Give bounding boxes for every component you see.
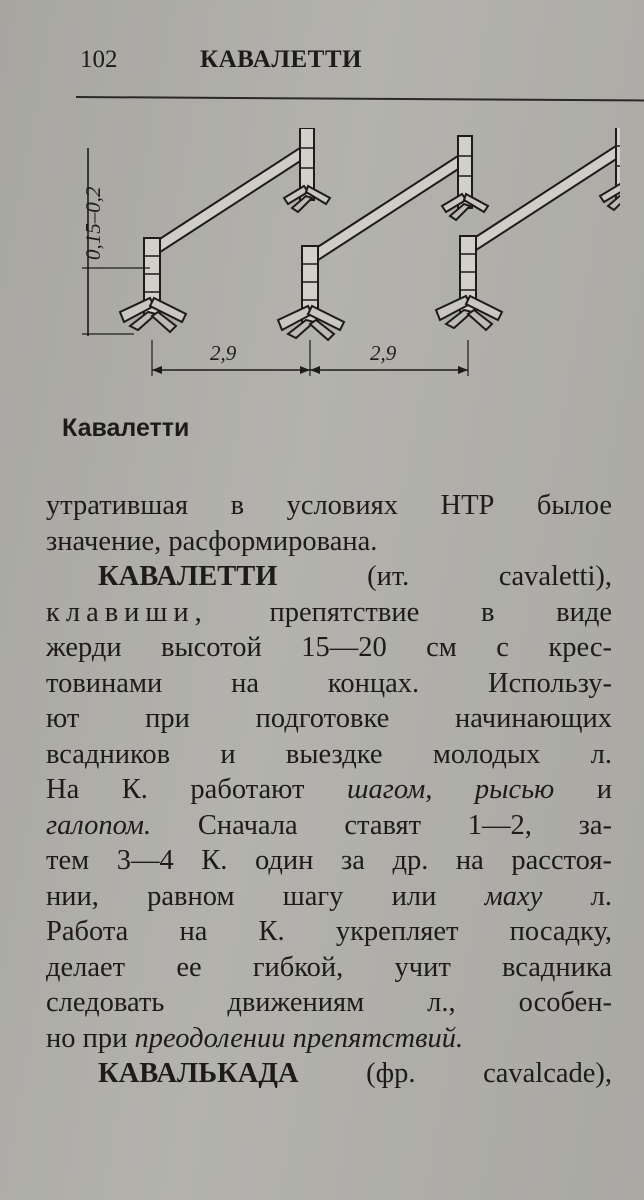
italic-term: галопом. — [46, 809, 152, 841]
text-line: значение, расформирована. — [46, 525, 378, 557]
italic-term: маху — [484, 880, 543, 912]
text-fragment: но при — [46, 1022, 128, 1054]
figure-caption: Кавалетти — [62, 414, 190, 442]
text-fragment: препятствие в виде — [269, 596, 612, 628]
text-fragment: и — [596, 774, 612, 805]
text-line — [46, 808, 612, 844]
text-line — [46, 772, 612, 808]
text-line: всадников и выездке молодых л. — [46, 738, 612, 770]
etymology: (фр. cavalcade), — [366, 1058, 613, 1089]
text-line: товинами на концах. Использу- — [46, 667, 612, 699]
text-line: следовать движениям л., особен- — [46, 987, 612, 1018]
headword: КАВАЛЬКАДА — [98, 1058, 299, 1089]
italic-term: преодолении препятствий. — [134, 1022, 464, 1054]
text-fragment: Сначала ставят 1—2, за- — [197, 809, 612, 841]
text-line: жерди высотой 15—20 см с крес- — [46, 632, 612, 663]
cavaletti-figure — [60, 128, 620, 388]
text-line: делает ее гибкой, учит всадника — [46, 951, 612, 983]
cavaletti-drawing — [60, 128, 620, 388]
text-line: тем 3—4 К. один за др. на расстоя- — [46, 845, 612, 876]
text-fragment: л. — [590, 880, 612, 912]
synonym-spaced: клавиши, — [46, 596, 208, 628]
etymology: (ит. cavaletti), — [367, 561, 612, 592]
height-label: 0,15–0,2 — [81, 186, 105, 260]
cavaletti-1 — [120, 128, 330, 332]
entry-start-line — [46, 1056, 612, 1092]
span-label-2: 2,9 — [370, 341, 397, 365]
text-line — [46, 595, 612, 631]
dictionary-text — [46, 488, 612, 1092]
text-line: утратившая в условиях НТР былое — [46, 490, 612, 521]
text-line — [46, 879, 612, 915]
text-fragment: На К. работают — [46, 774, 305, 805]
header-rule — [76, 96, 644, 101]
text-line: Работа на К. укрепляет посадку, — [46, 916, 612, 947]
page-heading: КАВАЛЕТТИ — [200, 46, 362, 73]
span-label-1: 2,9 — [210, 341, 237, 365]
headword: КАВАЛЕТТИ — [98, 561, 278, 592]
entry-start-line — [46, 559, 612, 595]
page-number: 102 — [80, 46, 118, 73]
italic-term: шагом, рысью — [347, 774, 555, 805]
text-line — [46, 1021, 612, 1057]
text-fragment: нии, равном шагу или — [46, 880, 437, 912]
text-line: ют при подготовке начинающих — [46, 703, 612, 734]
